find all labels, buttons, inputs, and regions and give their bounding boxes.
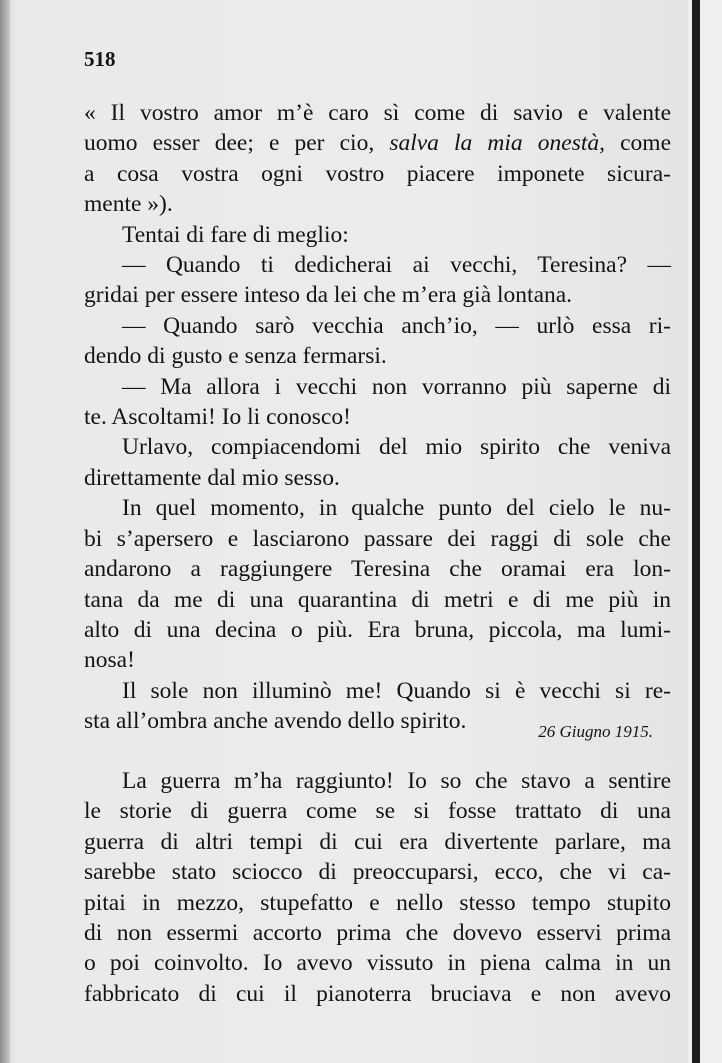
text-line-with-italic: uomo esser dee; e per cio, salva la mia onestà, come	[84, 130, 671, 157]
text-line: sarebbe stato sciocco di preoccuparsi, ecco, che vi ca-	[84, 859, 671, 886]
text-line: Tentai di fare di meglio:	[122, 221, 349, 248]
text-line: alto di una decina o più. Era bruna, piccola, ma lumi-	[84, 616, 671, 643]
text-line: sta all’ombra anche avendo dello spirito.	[84, 708, 467, 735]
italic-phrase: salva la mia onestà,	[389, 130, 605, 157]
text-line: nosa!	[84, 647, 135, 674]
text-line: In quel momento, in qualche punto del cielo le nu-	[122, 495, 671, 522]
text-line: le storie di guerra come se si fosse trattato di una	[84, 798, 671, 825]
text-line: — Quando ti dedicherai ai vecchi, Teresina? —	[122, 252, 671, 279]
text-line: te. Ascoltami! Io li conosco!	[84, 404, 351, 431]
text-line: Il sole non illuminò me! Quando si è vecchi si re-	[122, 677, 671, 704]
text-line: — Ma allora i vecchi non vorranno più saperne di	[122, 373, 671, 400]
text-line: tana da me di una quarantina di metri e di me più in	[84, 586, 671, 613]
text-line: La guerra m’ha raggiunto! Io so che stavo a sentire	[122, 768, 671, 794]
text-line: gridai per essere inteso da lei che m’era già lontana.	[84, 282, 573, 309]
text-section-2	[84, 766, 671, 1009]
text-line: o poi coinvolto. Io avevo vissuto in piena calma in un	[84, 950, 671, 977]
text-section-1	[84, 98, 671, 737]
text-line: « Il vostro amor m’è caro sì come di savio e valente	[84, 100, 671, 126]
text-line: — Quando sarò vecchia anch’io, — urlò essa ri-	[122, 312, 671, 339]
text-line: dendo di gusto e senza fermarsi.	[84, 343, 387, 370]
text-line: direttamente dal mio sesso.	[84, 464, 340, 491]
page-edge	[688, 0, 722, 1063]
book-spine-shadow	[0, 0, 10, 1063]
page-edge-bar	[692, 0, 700, 1063]
text-line: a cosa vostra ogni vostro piacere imponete sicura-	[84, 160, 671, 187]
text-line: pitai in mezzo, stupefatto e nello stesso tempo stupito	[84, 889, 671, 916]
text-line: andarono a raggiungere Teresina che oramai era lon-	[84, 556, 671, 583]
page-number: 518	[84, 47, 116, 71]
text-line: fabbricato di cui il pianoterra bruciava e non avevo	[84, 980, 671, 1007]
text-line: bi s’apersero e lasciarono passare dei raggi di sole che	[84, 525, 671, 552]
text-line: Urlavo, compiacendomi del mio spirito che veniva	[122, 434, 671, 461]
text-line: guerra di altri tempi di cui era divertente parlare, ma	[84, 828, 671, 855]
text-line: di non essermi accorto prima che dovevo esservi prima	[84, 920, 671, 947]
text-line: mente »).	[84, 191, 173, 218]
entry-date: 26 Giugno 1915.	[538, 722, 653, 741]
